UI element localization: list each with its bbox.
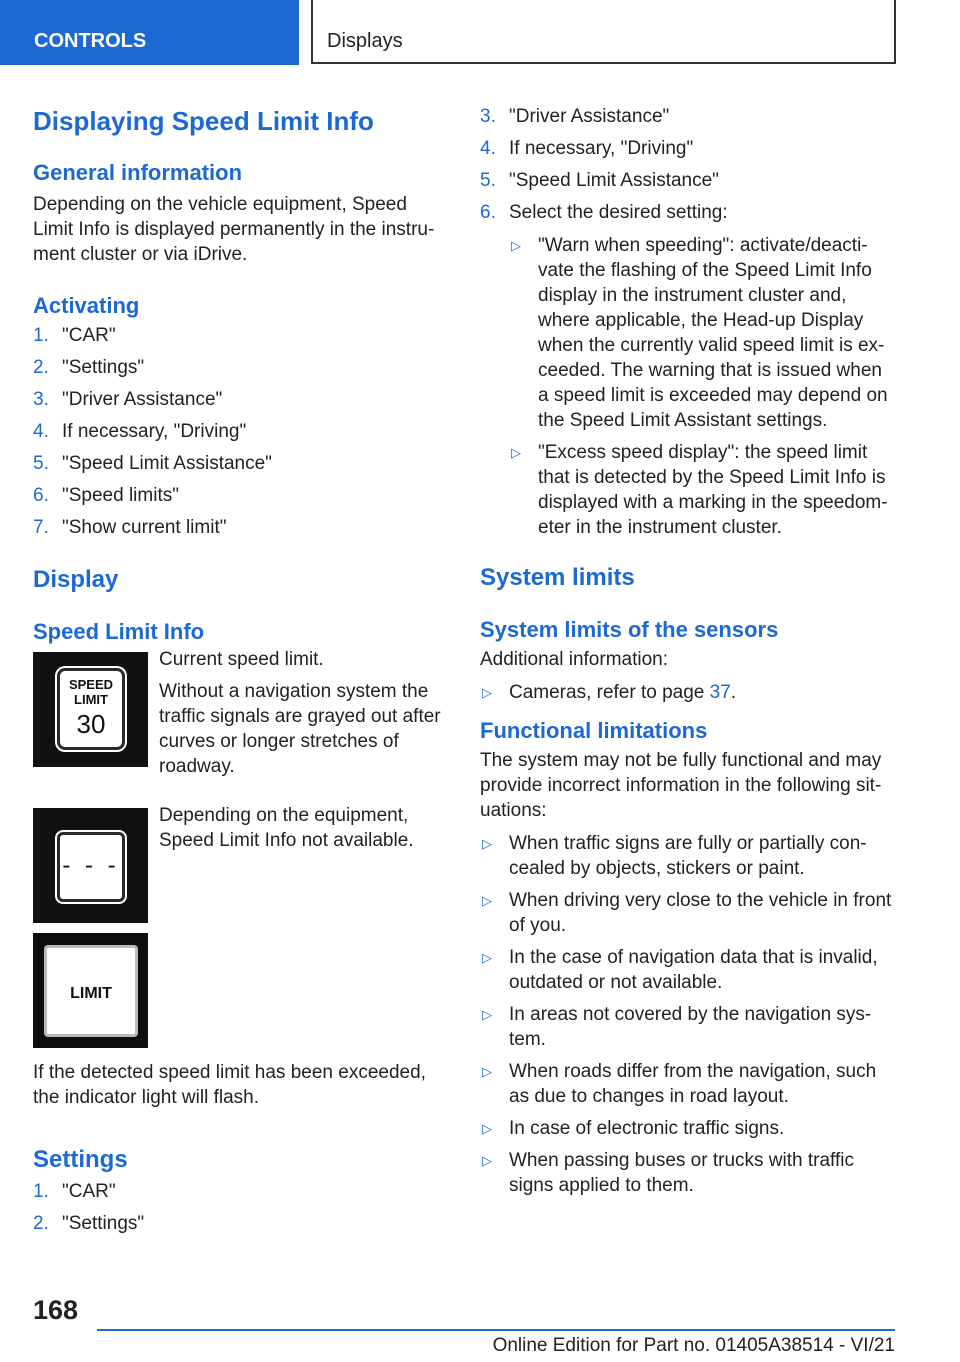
right-column — [480, 101, 896, 1205]
list-item: 5. "Speed Limit Assistance" — [33, 453, 272, 474]
speed-limit-info-heading: Speed Limit Info — [33, 619, 205, 644]
sensors-text: Additional information: — [480, 649, 668, 670]
triangle-right-icon: ▷ — [482, 1121, 492, 1136]
functional-text: The system may not be fully functional and may provide incorrect information in the following sit-uations: — [480, 750, 882, 821]
edition-text: Online Edition for Part no. 01405A38514 - VI/21 — [492, 1335, 895, 1356]
no-navigation-text: Without a navigation system the traffic signals are grayed out after curves or longer stretches of roadway. — [159, 681, 441, 777]
list-item: 4. If necessary, "Driving" — [480, 138, 694, 159]
list-item: 5. "Speed Limit Assistance" — [480, 170, 719, 191]
no-speed-limit-icon — [33, 808, 148, 923]
list-item: ▷ Cameras, refer to page 37. — [482, 682, 737, 703]
page-link[interactable]: 37 — [709, 682, 731, 703]
list-item: ▷ When passing buses or trucks with traffic signs applied to them. — [482, 1150, 854, 1196]
limit-sign: LIMIT — [44, 945, 138, 1037]
triangle-right-icon: ▷ — [482, 1064, 492, 1079]
list-item: 1. "CAR" — [33, 325, 116, 346]
triangle-right-icon: ▷ — [482, 893, 492, 908]
settings-steps-continued — [480, 101, 896, 229]
list-item: 2. "Settings" — [33, 357, 145, 378]
left-column — [33, 100, 443, 1240]
list-item: 2. "Settings" — [33, 1213, 145, 1234]
triangle-right-icon: ▷ — [482, 685, 492, 700]
activating-heading: Activating — [33, 293, 140, 318]
page-title: Displaying Speed Limit Info — [33, 106, 374, 136]
sensors-heading: System limits of the sensors — [480, 617, 779, 642]
list-item: 1. "CAR" — [33, 1181, 116, 1202]
triangle-right-icon: ▷ — [511, 238, 521, 253]
list-item: 7. "Show current limit" — [33, 517, 227, 538]
list-item: ▷ In areas not covered by the navigation sys-tem. — [482, 1004, 872, 1050]
functional-list — [480, 831, 896, 1198]
page-number: 168 — [33, 1295, 79, 1325]
list-item: ▷ "Excess speed display": the speed limit that is detected by the Speed Limit Info is displayed with a marking in the speedom-eter in the instrument cluster. — [511, 442, 888, 538]
triangle-right-icon: ▷ — [482, 1007, 492, 1022]
list-item: 3. "Driver Assistance" — [33, 389, 223, 410]
list-item: ▷ When traffic signs are fully or partially con-cealed by objects, stickers or paint. — [482, 833, 867, 879]
sensors-list — [480, 680, 896, 705]
current-limit-text: Current speed limit. — [159, 649, 324, 670]
functional-heading: Functional limitations — [480, 718, 708, 743]
list-item: 3. "Driver Assistance" — [480, 106, 670, 127]
section-tab: CONTROLS — [0, 0, 299, 65]
footer-divider — [97, 1329, 895, 1331]
settings-steps — [33, 1176, 443, 1240]
display-heading: Display — [33, 566, 119, 593]
not-available-text: Depending on the equipment, Speed Limit Info not available. — [159, 805, 414, 851]
exceeded-text: If the detected speed limit has been exceeded, the indicator light will flash. — [33, 1062, 426, 1108]
settings-heading: Settings — [33, 1146, 128, 1173]
triangle-right-icon: ▷ — [482, 836, 492, 851]
setting-options — [480, 233, 896, 540]
dash-sign: - - - — [57, 832, 125, 902]
triangle-right-icon: ▷ — [482, 1153, 492, 1168]
limit-indicator-icon — [33, 933, 148, 1048]
system-limits-heading: System limits — [480, 564, 635, 591]
list-item: ▷ When roads differ from the navigation, such as due to changes in road layout. — [482, 1061, 877, 1107]
list-item: ▷ "Warn when speeding": activate/deacti-vate the flashing of the Speed Limit Info display in the instrument cluster and, where applicable, the Head-up Display when the currently valid speed limit is ex-ceeded. The warning that is issued when a speed limit is exceeded may depend on the Speed Limit Assistant settings. — [511, 235, 888, 431]
general-heading: General information — [33, 160, 243, 185]
activating-steps — [33, 320, 443, 544]
list-item: 4. If necessary, "Driving" — [33, 421, 247, 442]
speed-limit-sign: SPEED LIMIT 30 — [57, 668, 125, 750]
list-item: 6. Select the desired setting: — [480, 202, 728, 223]
chapter-title: Displays — [311, 0, 896, 64]
triangle-right-icon: ▷ — [482, 950, 492, 965]
list-item: ▷ When driving very close to the vehicle in front of you. — [482, 890, 892, 936]
general-text: Depending on the vehicle equipment, Speed Limit Info is displayed permanently in the instru-ment cluster or via iDrive. — [33, 194, 435, 265]
triangle-right-icon: ▷ — [511, 445, 521, 460]
speed-limit-sign-icon — [33, 652, 148, 767]
list-item: ▷ In case of electronic traffic signs. — [482, 1118, 785, 1139]
list-item: ▷ In the case of navigation data that is invalid, outdated or not available. — [482, 947, 878, 993]
list-item: 6. "Speed limits" — [33, 485, 179, 506]
